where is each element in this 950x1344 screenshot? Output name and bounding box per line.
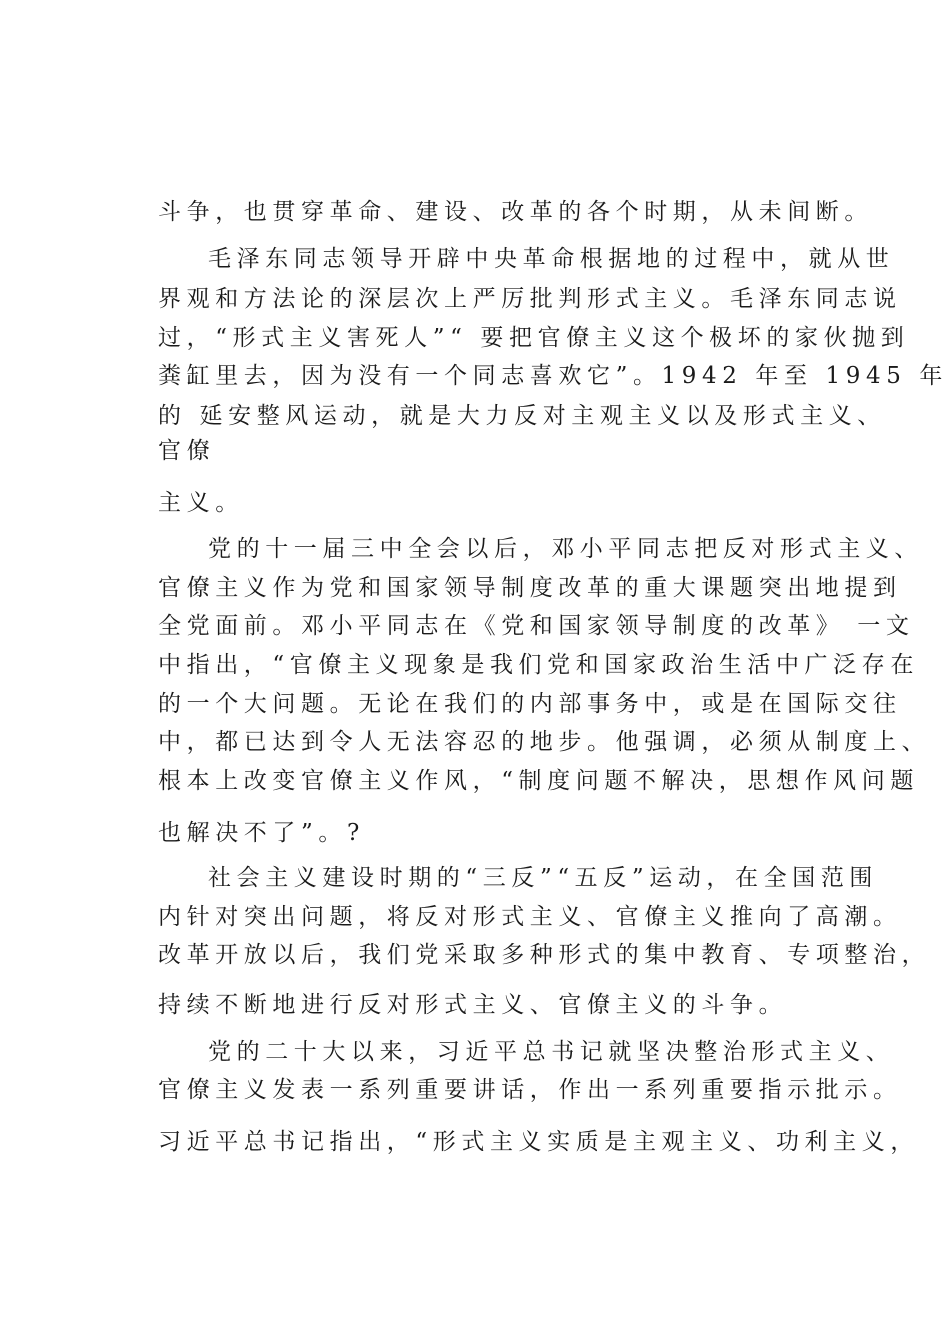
text-line-16: 也解决不了”。? <box>158 820 365 846</box>
text-line-19: 改革开放以后，我们党采取多种形式的集中教育、专项整治， <box>158 942 931 968</box>
text-line-9: 党的十一届三中全会以后，邓小平同志把反对形式主义、 <box>208 536 923 562</box>
text-line-15: 根本上改变官僚主义作风，“制度问题不解决，思想作风问题 <box>158 768 919 794</box>
text-line-8: 主义。 <box>158 490 244 516</box>
text-line-12: 中指出，“官僚主义现象是我们党和国家政治生活中广泛存在 <box>158 652 919 678</box>
text-line-2: 毛泽东同志领导开辟中央革命根据地的过程中，就从世 <box>208 246 895 272</box>
text-line-10: 官僚主义作为党和国家领导制度改革的重大课题突出地提到 <box>158 575 902 601</box>
text-line-14: 中，都已达到令人无法容忍的地步。他强调，必须从制度上、 <box>158 729 931 755</box>
text-line-21: 党的二十大以来，习近平总书记就坚决整治形式主义、 <box>208 1039 895 1065</box>
text-line-4: 过，“形式主义害死人”“ 要把官僚主义这个极坏的家伙抛到 <box>158 325 910 351</box>
text-line-11: 全党面前。邓小平同志在《党和国家领导制度的改革》 一文 <box>158 613 915 639</box>
text-line-18: 内针对突出问题，将反对形式主义、官僚主义推向了高潮。 <box>158 904 902 930</box>
text-line-6: 的 延安整风运动，就是大力反对主观主义以及形式主义、 <box>158 403 886 429</box>
text-line-20: 持续不断地进行反对形式主义、官僚主义的斗争。 <box>158 992 788 1018</box>
text-line-23: 习近平总书记指出，“形式主义实质是主观主义、功利主义， <box>158 1129 919 1155</box>
text-line-13: 的一个大问题。无论在我们的内部事务中，或是在国际交往 <box>158 691 902 717</box>
text-line-3: 界观和方法论的深层次上严厉批判形式主义。毛泽东同志说 <box>158 286 902 312</box>
text-line-1: 斗争，也贯穿革命、建设、改革的各个时期，从未间断。 <box>158 199 873 225</box>
text-line-22: 官僚主义发表一系列重要讲话，作出一系列重要指示批示。 <box>158 1077 902 1103</box>
text-line-17: 社会主义建设时期的“三反”“五反”运动，在全国范围 <box>208 865 879 891</box>
text-line-7: 官僚 <box>158 438 216 464</box>
text-line-5: 粪缸里去，因为没有一个同志喜欢它”。1942 年至 1945 年 <box>158 363 948 389</box>
